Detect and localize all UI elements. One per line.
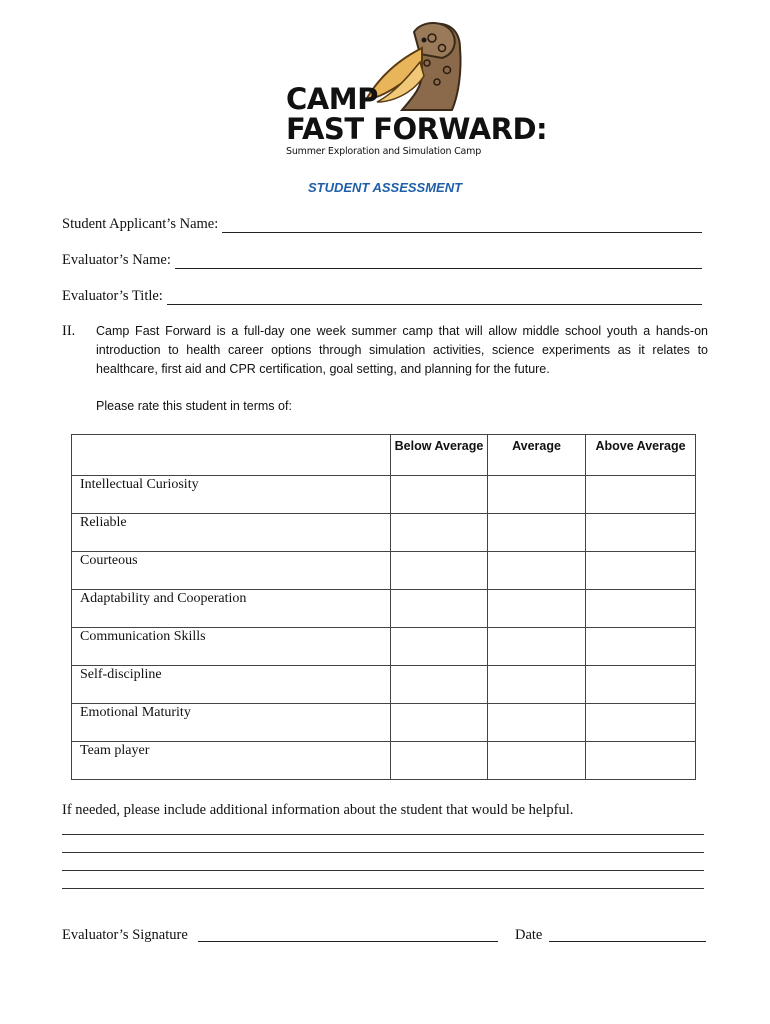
additional-info-line[interactable] [62,870,704,871]
header-criteria [72,435,391,476]
table-row [72,590,696,628]
rating-cell-average[interactable] [488,590,586,628]
evaluator-title-field[interactable] [62,288,702,305]
evaluator-name-label: Evaluator’s Name: [62,252,171,268]
logo-title [286,84,547,144]
rating-cell-below-average[interactable] [391,552,488,590]
date-label: Date [515,927,543,943]
rating-cell-average[interactable] [488,514,586,552]
rating-cell-average[interactable] [488,742,586,780]
criteria-courteous: Courteous [72,552,391,590]
additional-info-line[interactable] [62,888,704,889]
rating-cell-above-average[interactable] [586,628,696,666]
evaluator-title-line[interactable] [167,290,702,305]
form-title: STUDENT ASSESSMENT [307,180,463,195]
additional-info-prompt: If needed, please include additional information about the student that would be helpful. [62,802,574,818]
criteria-team-player: Team player [72,742,391,780]
rating-cell-above-average[interactable] [586,514,696,552]
evaluator-name-field[interactable] [62,252,702,269]
criteria-communication-skills: Communication Skills [72,628,391,666]
criteria-intellectual-curiosity: Intellectual Curiosity [72,476,391,514]
header-below-average: Below Average [391,435,488,476]
logo-title-line2: FAST FORWARD: [286,112,548,146]
rating-cell-above-average[interactable] [586,704,696,742]
signature-label: Evaluator’s Signature [62,927,188,943]
rating-cell-below-average[interactable] [391,514,488,552]
rating-cell-below-average[interactable] [391,742,488,780]
header-above-average: Above Average [586,435,696,476]
table-row [72,704,696,742]
rating-cell-below-average[interactable] [391,476,488,514]
criteria-adaptability: Adaptability and Cooperation [72,590,391,628]
rating-cell-average[interactable] [488,704,586,742]
rating-cell-above-average[interactable] [586,666,696,704]
rating-table [71,434,696,780]
header-average: Average [488,435,586,476]
table-row [72,514,696,552]
logo-subtitle: Summer Exploration and Simulation Camp [286,146,482,157]
table-row [72,476,696,514]
logo-title-line1: CAMP [286,82,378,116]
signature-line[interactable] [198,941,498,942]
rating-cell-average[interactable] [488,476,586,514]
rating-cell-below-average[interactable] [391,704,488,742]
rating-cell-average[interactable] [488,628,586,666]
applicant-name-line[interactable] [222,218,702,233]
additional-info-line[interactable] [62,834,704,835]
applicant-name-label: Student Applicant’s Name: [62,216,219,232]
rate-prompt: Please rate this student in terms of: [96,399,292,413]
rating-header-row [72,435,696,476]
additional-info-line[interactable] [62,852,704,853]
rating-cell-below-average[interactable] [391,590,488,628]
rating-cell-above-average[interactable] [586,742,696,780]
table-row [72,742,696,780]
rating-cell-average[interactable] [488,666,586,704]
section-intro: Camp Fast Forward is a full-day one week summer camp that will allow middle school youth a hands-on introduction to health career options through simulation activities, science experiments as it relates to healthcare, first aid and CPR certification, goal setting, and planning for the future. [96,324,708,376]
evaluator-name-line[interactable] [175,254,702,269]
criteria-emotional-maturity: Emotional Maturity [72,704,391,742]
table-row [72,552,696,590]
rating-cell-above-average[interactable] [586,590,696,628]
date-line[interactable] [549,941,706,942]
evaluator-title-label: Evaluator’s Title: [62,288,163,304]
rating-cell-average[interactable] [488,552,586,590]
rating-cell-below-average[interactable] [391,666,488,704]
table-row [72,628,696,666]
criteria-self-discipline: Self-discipline [72,666,391,704]
section-number: II. [62,323,76,339]
table-row [72,666,696,704]
applicant-name-field[interactable] [62,216,702,233]
rating-cell-below-average[interactable] [391,628,488,666]
rating-cell-above-average[interactable] [586,552,696,590]
criteria-reliable: Reliable [72,514,391,552]
rating-cell-above-average[interactable] [586,476,696,514]
